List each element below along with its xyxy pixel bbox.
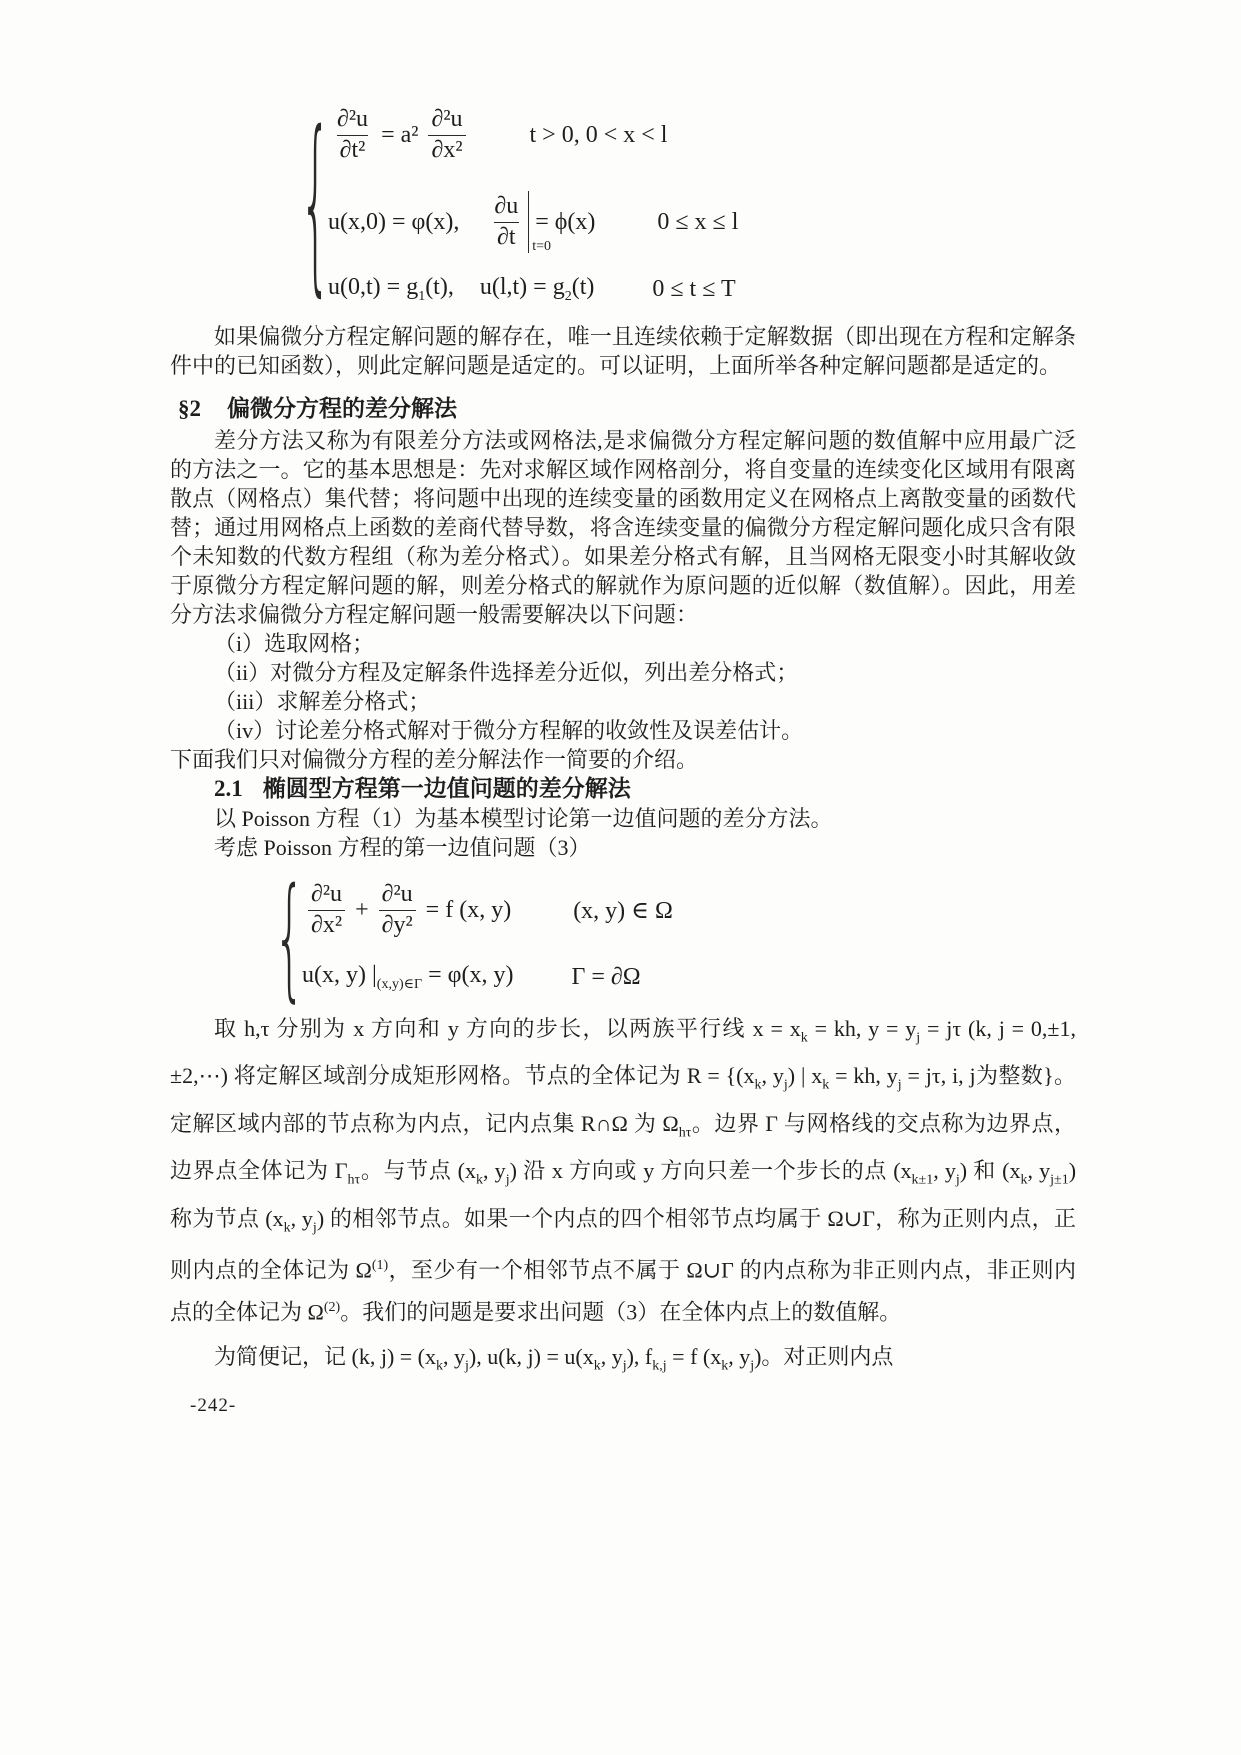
wave-equation-rows	[328, 92, 738, 312]
wave-pde-row	[328, 92, 738, 178]
left-brace	[299, 89, 331, 315]
time-condition: 0 ≤ t ≤ T	[652, 275, 736, 302]
fraction-d2u-dx2: $\frac{\text{∂²u}}{\text{∂x²}}$	[308, 881, 345, 939]
left-brace	[273, 858, 305, 1016]
poisson-boundary-row	[302, 950, 673, 1004]
step-ii: （ii）对微分方程及定解条件选择差分近似，列出差分格式；	[214, 660, 799, 685]
step-i: （i）选取网格；	[214, 631, 375, 656]
grid-construction-paragraph: 取 h,τ 分别为 x 方向和 y 方向的步长，以两族平行线 $x = x_k$ = kh, $y = y_j = j\tau$ (k, j = 0,±1,±2,⋯) 将定解区域剖分成矩形网格。节点的全体记为 $R = \{(x_k$, $y_j$) | $x_k$ = kh, $y_j = j\tau$, i, j为整数}。定解区域内部的节点称为内点，记内点集 R∩Ω 为 $\Omega_{h\tau}$。边界 Γ 与网格线的交点称为边界点，边界点全体记为 $\Gamma_{h\tau}$。与节点 ($x_k$, $y_j$) 沿 x 方向或 y 方向只差一个步长的点 ($x_{k\pm 1}$, $y_j$) 和 ($x_k$, $y_{j\pm 1}$) 称为节点 ($x_k$, $y_j$) 的相邻节点。如果一个内点的四个相邻节点均属于 Ω∪Γ，称为正则内点，正则内点的全体记为 $\Omega^{(1)}$，至少有一个相邻节点不属于 Ω∪Γ 的内点称为非正则内点，非正则内点的全体记为 $\Omega^{(2)}$。我们的问题是要求出问题（3）在全体内点上的数值解。	[170, 1016, 1077, 1325]
equals-f: = f (x, y)	[425, 896, 512, 923]
section-2-marker: §2	[178, 396, 201, 421]
right-boundary-condition: $u(l,t) = g_2(t)$	[479, 273, 595, 304]
poisson-model-line: 以 Poisson 方程（1）为基本模型讨论第一边值问题的差分方法。	[214, 806, 833, 831]
poisson-problem-line: 考虑 Poisson 方程的第一边值问题（3）	[214, 835, 591, 860]
curly-brace-glyph: {	[299, 89, 331, 315]
range-condition: 0 ≤ x ≤ l	[657, 208, 739, 235]
page-number: -242-	[190, 1395, 237, 1416]
difference-method-paragraph: 差分方法又称为有限差分方法或网格法,是求偏微分方程定解问题的数值解中应用最广泛的方法之一。它的基本思想是：先对求解区域作网格剖分，将自变量的连续变化区域用有限离散点（网格点）集代替；将问题中出现的连续变量的函数用定义在网格点上离散变量的函数代替；通过用网格点上函数的差商代替导数，将含连续变量的偏微分方程定解问题化成只含有限个未知数的代数方程组（称为差分格式）。如果差分格式有解，且当网格无限变小时其解收敛于原微分方程定解问题的解，则差分格式的解就作为原问题的近似解（数值解）。因此，用差分方法求偏微分方程定解问题一般需要解决以下问题：	[170, 428, 1076, 627]
notation-paragraph: 为简便记，记 (k, $j) = (x_k$, $y_j$), u(k, $j) = u(x_k$, $y_j$), $f_{k,j} = f$ ($x_k$, $y_j$)。对正则内点	[214, 1343, 894, 1373]
fraction-d2u-dt2: $\frac{\text{∂²u}}{\text{∂t²}}$	[337, 105, 369, 163]
plus-operator: +	[355, 896, 369, 923]
domain-condition: (x, y) ∈ Ω	[573, 897, 673, 924]
wave-boundary-conditions-row	[328, 266, 738, 312]
equals-a-squared: = a²	[381, 121, 419, 148]
initial-displacement: u(x,0) = φ(x),	[328, 208, 460, 235]
evaluation-bar: t=0	[528, 191, 529, 253]
step-iv: （iv）讨论差分格式解对于微分方程解的收敛性及误差估计。	[214, 718, 804, 743]
poisson-system	[273, 858, 1076, 1016]
fraction-d2u-dx2: $\frac{\text{∂²u}}{\text{∂x²}}$	[428, 106, 465, 164]
section-2-1-marker: 2.1	[214, 776, 243, 801]
poisson-pde-row	[302, 870, 673, 950]
curly-brace-glyph: {	[273, 858, 305, 1016]
section-2-1-title: 椭圆型方程第一边值问题的差分解法	[262, 776, 631, 801]
section-2-1-heading	[214, 774, 1076, 804]
poisson-rows	[302, 870, 673, 1004]
wave-initial-conditions-row	[328, 178, 738, 266]
method-steps-list	[170, 629, 1076, 745]
wave-equation-system	[299, 89, 1076, 315]
well-posedness-paragraph: 如果偏微分方程定解问题的解存在，唯一且连续依赖于定解数据（即出现在方程和定解条件中的已知函数），则此定解问题是适定的。可以证明，上面所举各种定解问题都是适定的。	[170, 324, 1076, 378]
section-2-title: 偏微分方程的差分解法	[227, 396, 457, 421]
step-iii: （iii）求解差分格式；	[214, 689, 431, 714]
section-2-heading	[178, 394, 1076, 424]
closing-line: 下面我们只对偏微分方程的差分解法作一简要的介绍。	[170, 747, 699, 772]
domain-condition: t > 0, 0 < x < l	[529, 121, 668, 148]
boundary-condition: u(x, y) $|_{(x,y)\in\Gamma} = \varphi(x$, y)	[302, 961, 514, 992]
initial-velocity: = ϕ(x)	[535, 208, 596, 235]
left-boundary-condition: $u(0,t) = g_1(t)$,	[328, 273, 454, 304]
page-content	[170, 0, 1076, 1417]
fraction-d2u-dy2: $\frac{\text{∂²u}}{\text{∂y²}}$	[379, 881, 416, 939]
fraction-du-dt: $\frac{\partial u}{\partial t}$	[494, 192, 519, 250]
boundary-definition: Γ = ∂Ω	[571, 963, 641, 990]
